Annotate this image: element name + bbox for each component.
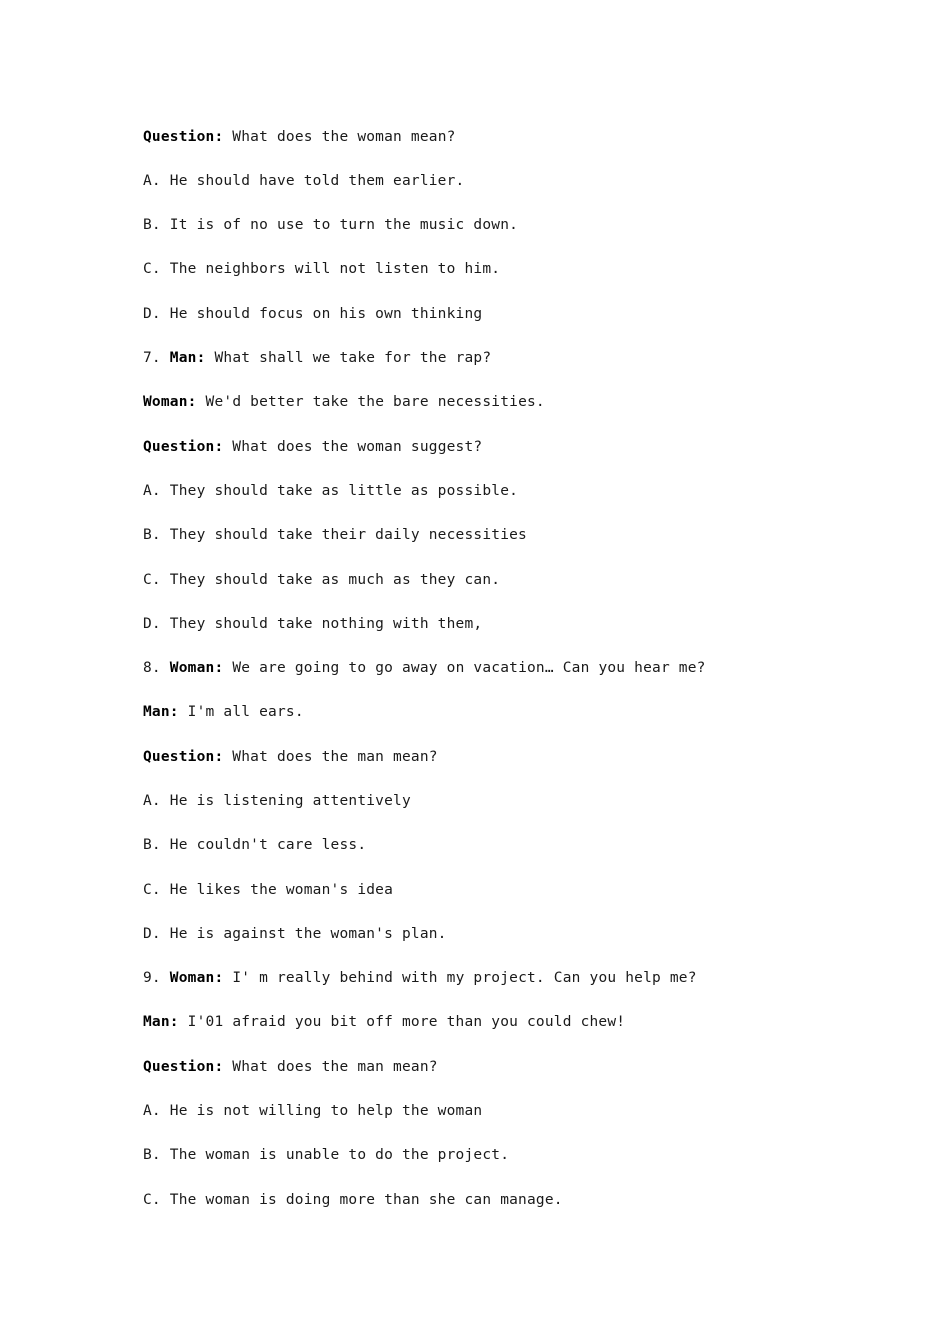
text-line: B. They should take their daily necessities [143, 527, 527, 543]
text-line: C. He likes the woman's idea [143, 882, 394, 898]
text-line: B. It is of no use to turn the music down. [143, 217, 519, 233]
text-line: D. He is against the woman's plan. [143, 926, 447, 942]
text-line: A. He should have told them earlier. [143, 173, 465, 189]
text-line: Woman: We'd better take the bare necessities. [143, 394, 545, 410]
text-line: Question: What does the woman mean? [143, 129, 456, 145]
text-line: Question: What does the man mean? [143, 749, 438, 765]
text-line: A. He is listening attentively [143, 793, 411, 809]
text-line: C. They should take as much as they can. [143, 572, 501, 588]
text-line: Question: What does the man mean? [143, 1059, 438, 1075]
text-line: 9. Woman: I' m really behind with my project. Can you help me? [143, 970, 697, 986]
text-line: Man: I'01 afraid you bit off more than you could chew! [143, 1014, 626, 1030]
text-line: A. He is not willing to help the woman [143, 1103, 483, 1119]
text-line: B. He couldn't care less. [143, 837, 367, 853]
text-line: Man: I'm all ears. [143, 704, 304, 720]
text-line: C. The neighbors will not listen to him. [143, 261, 501, 277]
text-line: D. They should take nothing with them, [143, 616, 483, 632]
text-line: D. He should focus on his own thinking [143, 306, 483, 322]
text-line: A. They should take as little as possible. [143, 483, 519, 499]
text-line: 7. Man: What shall we take for the rap? [143, 350, 492, 366]
text-line: 8. Woman: We are going to go away on vacation… Can you hear me? [143, 660, 706, 676]
text-line: C. The woman is doing more than she can manage. [143, 1192, 563, 1208]
text-line: Question: What does the woman suggest? [143, 439, 483, 455]
text-line: B. The woman is unable to do the project. [143, 1147, 510, 1163]
